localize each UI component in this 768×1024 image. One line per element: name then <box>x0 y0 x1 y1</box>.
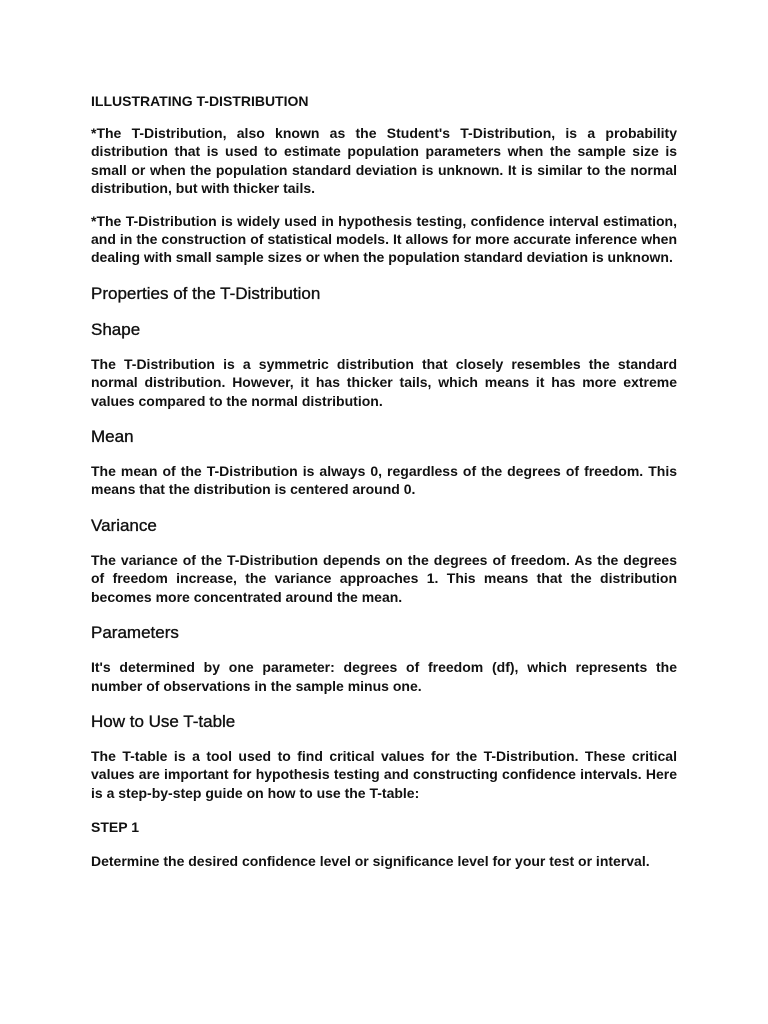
intro-paragraph-2: *The T-Distribution is widely used in hypothesis testing, confidence interval estimation, and in the construction of statistical models. It allows for more accurate inference when dealing with small sample sizes or when the population standard deviation is unknown. <box>91 212 677 266</box>
variance-paragraph: The variance of the T-Distribution depends on the degrees of freedom. As the degrees of freedom increase, the variance approaches 1. This means that the distribution becomes more concentrated around the mean. <box>91 551 677 605</box>
parameters-paragraph: It's determined by one parameter: degrees of freedom (df), which represents the number of observations in the sample minus one. <box>91 659 677 694</box>
properties-heading: Properties of the T-Distribution <box>91 283 321 303</box>
mean-paragraph: The mean of the T-Distribution is always 0, regardless of the degrees of freedom. This means that the distribution is centered around 0. <box>91 463 677 498</box>
shape-heading: Shape <box>91 319 141 339</box>
step1-label: STEP 1 <box>91 819 139 836</box>
document-title: ILLUSTRATING T-DISTRIBUTION <box>91 93 309 109</box>
shape-paragraph: The T-Distribution is a symmetric distribution that closely resembles the standard normal distribution. However, it has thicker tails, which means it has more extreme values compared to the normal distribution. <box>91 355 677 409</box>
intro-paragraph-1: *The T-Distribution, also known as the Student's T-Distribution, is a probability distribution that is used to estimate population parameters when the sample size is small or when the population standard deviation is unknown. It is similar to the normal distribution, but with thicker tails. <box>91 125 677 197</box>
mean-section <box>91 426 677 499</box>
shape-section <box>91 319 677 410</box>
document-page <box>91 92 677 887</box>
step1-paragraph: Determine the desired confidence level or significance level for your test or interval. <box>91 853 650 870</box>
how-to-section <box>91 711 677 802</box>
parameters-heading: Parameters <box>91 623 179 643</box>
variance-heading: Variance <box>91 515 157 535</box>
how-to-paragraph: The T-table is a tool used to find critical values for the T-Distribution. These critical values are important for hypothesis testing and constructing confidence intervals. Here is a step-by-step guide on how to use the T-table: <box>91 747 677 801</box>
mean-heading: Mean <box>91 427 134 447</box>
variance-section <box>91 515 677 606</box>
how-to-heading: How to Use T-table <box>91 711 236 731</box>
step1-section <box>91 818 677 870</box>
parameters-section <box>91 622 677 695</box>
